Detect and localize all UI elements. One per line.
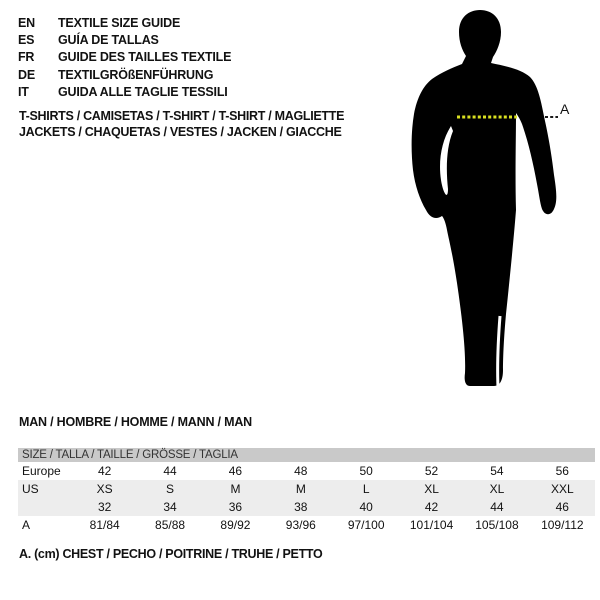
table-row (18, 480, 595, 498)
measure-label-a: A (560, 101, 570, 117)
size-cell: 46 (555, 500, 569, 514)
category-line: JACKETS / CHAQUETAS / VESTES / JACKEN / GIACCHE (19, 124, 342, 139)
size-cell: 46 (228, 464, 243, 478)
size-cell: 38 (294, 500, 308, 514)
category-line: T-SHIRTS / CAMISETAS / T-SHIRT / T-SHIRT / MAGLIETTE (19, 109, 345, 123)
silhouette-body (412, 10, 557, 386)
size-cell: 93/96 (285, 518, 316, 532)
table-row (18, 516, 595, 534)
size-cell: 44 (490, 500, 504, 514)
language-code: DE (18, 67, 35, 82)
language-row (18, 83, 231, 100)
size-cell: 105/108 (475, 518, 519, 532)
language-row (18, 66, 231, 83)
language-list (18, 14, 231, 100)
language-code: ES (18, 32, 35, 47)
table-row (18, 498, 595, 516)
size-cell: 109/112 (541, 518, 584, 532)
size-table (18, 448, 595, 534)
size-cell: 85/88 (155, 518, 186, 532)
size-cell: 48 (294, 464, 308, 478)
size-cell: XL (489, 482, 505, 496)
size-cell: 81/84 (89, 518, 120, 532)
size-cell: 42 (424, 500, 439, 514)
language-label: TEXTILGRÖßENFÜHRUNG (58, 67, 214, 82)
language-row (18, 14, 231, 31)
size-cell: M (295, 482, 306, 496)
row-label: A (22, 518, 31, 532)
language-label: GUIDE DES TAILLES TEXTILE (58, 50, 232, 65)
size-cell: S (166, 482, 175, 496)
man-silhouette-figure (400, 8, 578, 390)
row-label: US (22, 482, 39, 496)
size-cell: 32 (98, 500, 112, 514)
size-cell: 89/92 (220, 518, 251, 532)
category-list (19, 109, 344, 140)
language-label: GUÍA DE TALLAS (58, 32, 159, 47)
section-title: MAN / HOMBRE / HOMME / MANN / MAN (19, 415, 252, 429)
size-cell: 54 (490, 464, 504, 478)
size-cell: 50 (359, 464, 373, 478)
language-row (18, 49, 231, 66)
language-row (18, 31, 231, 48)
man-silhouette-graphic (400, 8, 578, 390)
size-cell: 97/100 (347, 518, 385, 532)
language-code: EN (18, 15, 35, 30)
language-label: GUIDA ALLE TAGLIE TESSILI (58, 84, 228, 99)
language-label: TEXTILE SIZE GUIDE (58, 15, 181, 30)
size-cell: M (230, 482, 241, 496)
size-table-body (18, 462, 595, 534)
size-cell: 56 (555, 464, 569, 478)
size-cell: 42 (98, 464, 112, 478)
size-cell: 44 (163, 464, 177, 478)
size-cell: XXL (550, 482, 574, 496)
row-label: Europe (22, 464, 61, 478)
size-cell: 36 (228, 500, 243, 514)
size-cell: 40 (359, 500, 373, 514)
size-cell: XS (96, 482, 113, 496)
table-row (18, 462, 595, 480)
size-cell: 34 (163, 500, 177, 514)
language-code: IT (18, 84, 29, 99)
size-cell: L (362, 482, 370, 496)
size-table-header: SIZE / TALLA / TAILLE / GRÖSSE / TAGLIA (18, 448, 595, 462)
size-cell: 101/104 (409, 518, 454, 532)
size-cell: 52 (424, 464, 439, 478)
measurement-footnote: A. (cm) CHEST / PECHO / POITRINE / TRUHE / PETTO (19, 547, 323, 561)
language-code: FR (18, 50, 35, 65)
size-cell: XL (424, 482, 439, 496)
